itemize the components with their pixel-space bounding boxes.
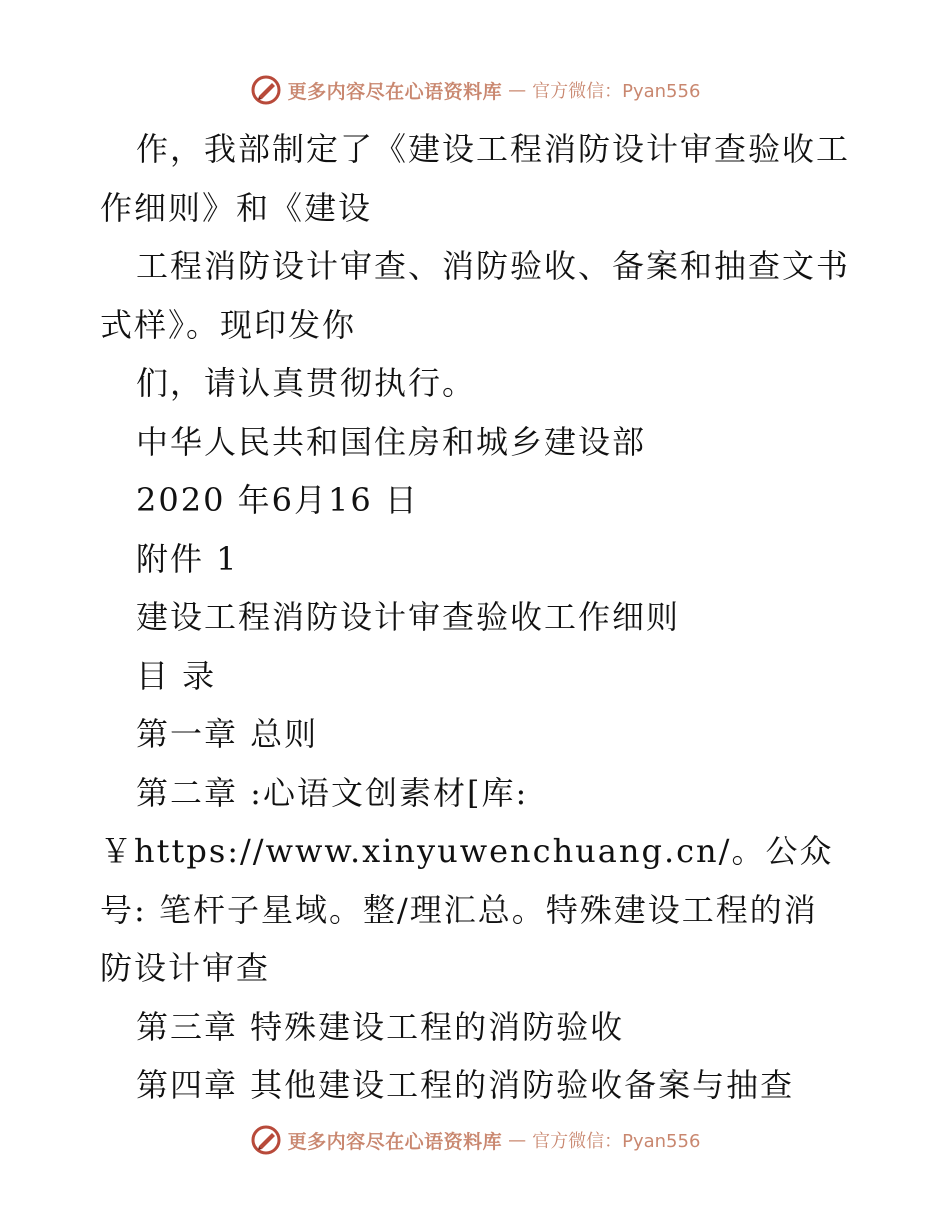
document-body <box>100 120 850 1115</box>
pen-logo-icon <box>250 1124 282 1156</box>
attachment-title: 建设工程消防设计审查验收工作细则 <box>136 598 681 636</box>
toc-item-chapter-4: 第四章 其他建设工程的消防验收备案与抽查 <box>136 1066 795 1104</box>
toc-item-chapter-1: 第一章 总则 <box>136 715 319 753</box>
toc-item-chapter-2-continued: ￥https://www.xinyuwenchuang.cn/。公众号: 笔杆子星域。整/理汇总。特殊建设工程的消防设计审查 <box>100 832 834 987</box>
issue-date: 2020 年6月16 日 <box>136 481 419 519</box>
toc-item-chapter-2: 第二章 :心语文创素材[库: <box>136 773 529 812</box>
watermark-header <box>0 70 950 110</box>
paragraph-3: 们，请认真贯彻执行。 <box>136 364 477 402</box>
watermark-main-text: 更多内容尽在心语资料库 <box>287 80 503 103</box>
toc-heading: 目 录 <box>136 656 217 695</box>
watermark-dash: — <box>508 79 527 101</box>
issuer-name: 中华人民共和国住房和城乡建设部 <box>136 422 647 461</box>
watermark-side-text: 官方微信：Pyan556 <box>532 1131 701 1152</box>
attachment-label: 附件 1 <box>136 539 239 578</box>
watermark-footer <box>0 1120 950 1160</box>
watermark-dash: — <box>508 1129 527 1151</box>
watermark-main-text: 更多内容尽在心语资料库 <box>287 1130 503 1153</box>
paragraph-1: 作，我部制定了《建设工程消防设计审查验收工作细则》和《建设 <box>100 130 851 227</box>
toc-item-chapter-3: 第三章 特殊建设工程的消防验收 <box>136 1007 625 1046</box>
pen-logo-icon <box>250 74 282 106</box>
watermark-side-text: 官方微信：Pyan556 <box>532 81 701 102</box>
paragraph-2: 工程消防设计审查、消防验收、备案和抽查文书式样》。现印发你 <box>100 247 851 344</box>
